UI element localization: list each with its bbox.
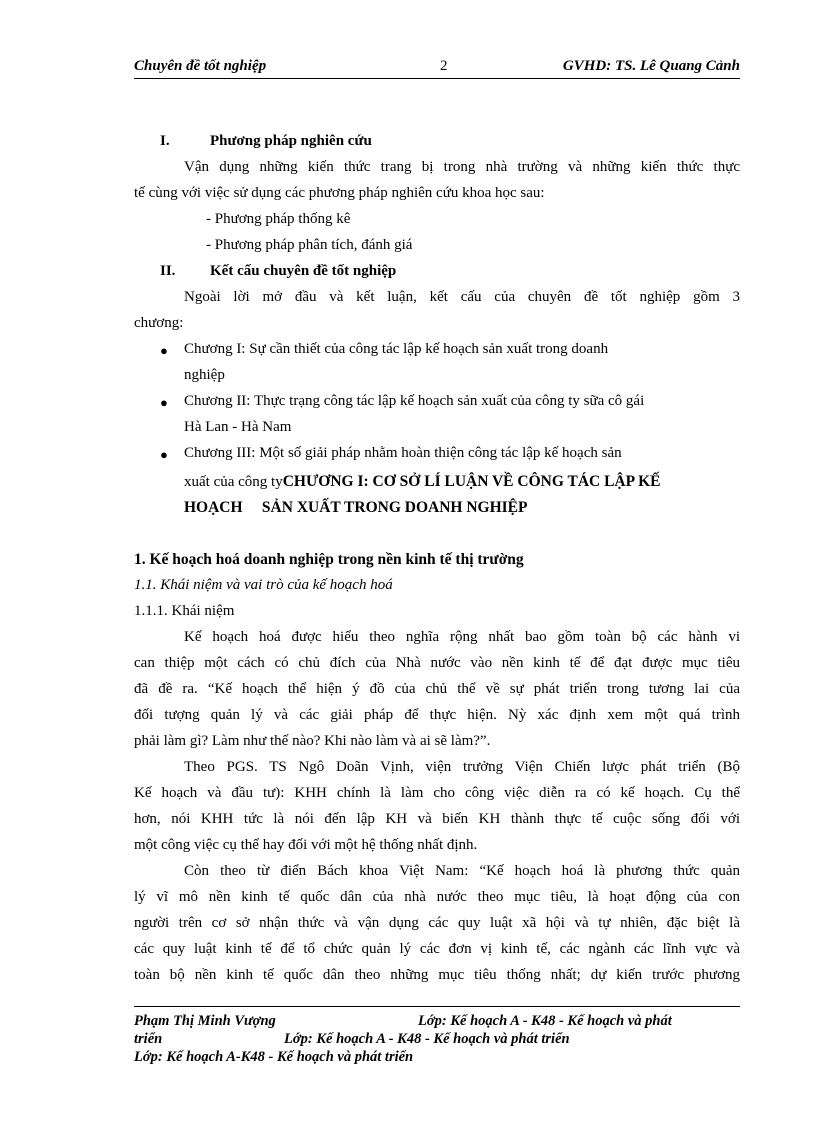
bullet-item-2-cont: Hà Lan - Hà Nam <box>184 419 292 435</box>
section-1-title: Phương pháp nghiên cứu <box>210 133 372 149</box>
header-doc-title: Chuyên đề tốt nghiệp <box>134 58 267 74</box>
footer-class-2: Lớp: Kế hoạch A - K48 - Kế hoạch và phát triển <box>284 1031 570 1047</box>
footer-line-3 <box>134 1049 740 1066</box>
footer-class-1: Lớp: Kế hoạch A - K48 - Kế hoạch và phát <box>418 1013 672 1029</box>
paragraph-line: người trên cơ sở nhận thức và vận dụng các quy luật xã hội và tự nhiên, đặc biệt là <box>134 915 740 931</box>
chapter-title-inline: CHƯƠNG I: CƠ SỞ LÍ LUẬN VỀ CÔNG TÁC LẬP KẾ <box>282 473 661 490</box>
footer-line-2 <box>134 1031 740 1048</box>
bullet-item-1-cont: nghiệp <box>184 367 225 383</box>
header-page-number: 2 <box>440 58 448 74</box>
section-1-number: I. <box>160 133 170 149</box>
paragraph-line: các quy luật kinh tế để tổ chức quản lý các đơn vị kinh tế, các ngành các lĩnh vực và <box>134 941 740 957</box>
chapter-title-cont: HOẠCH SẢN XUẤT TRONG DOANH NGHIỆP <box>184 499 528 516</box>
bullet-icon: ● <box>160 343 168 358</box>
header-advisor: GVHD: TS. Lê Quang Cảnh <box>562 58 740 74</box>
footer-class-3: Lớp: Kế hoạch A-K48 - Kế hoạch và phát triển <box>134 1049 414 1065</box>
paragraph-line: tế cùng với việc sử dụng các phương pháp nghiên cứu khoa học sau: <box>134 185 545 201</box>
bullet-icon: ● <box>160 447 168 462</box>
section-heading-2 <box>160 263 396 280</box>
dash-item-2: - Phương pháp phân tích, đánh giá <box>206 237 413 253</box>
paragraph-line: Vận dụng những kiến thức trang bị trong nhà trường và những kiến thức thực <box>184 159 740 175</box>
footer-class-1-cont: triển <box>134 1031 163 1047</box>
bullet-item-3-cont <box>184 473 740 491</box>
bullet-item-3: Chương III: Một số giải pháp nhằm hoàn thiện công tác lập kế hoạch sản <box>184 445 622 461</box>
paragraph-line: Kế hoạch hoá được hiểu theo nghĩa rộng nhất bao gồm toàn bộ các hành vi <box>184 629 740 645</box>
paragraph-line: lý vĩ mô nền kinh tế quốc dân của nhà nước theo mục tiêu, là hoạt động của con <box>134 889 740 905</box>
heading-1: 1. Kế hoạch hoá doanh nghiệp trong nền kinh tế thị trường <box>134 551 524 568</box>
paragraph-line: Theo PGS. TS Ngô Doãn Vịnh, viện trưởng Viện Chiến lược phát triển (Bộ <box>184 759 740 775</box>
header-rule <box>134 78 740 79</box>
bullet-item-1: Chương I: Sự cần thiết của công tác lập kế hoạch sản xuất trong doanh <box>184 341 609 357</box>
section-heading-1 <box>160 133 372 150</box>
paragraph-line: Kế hoạch và đầu tư): KHH chính là làm cho công việc diễn ra có kế hoạch. Cụ thể <box>134 785 740 801</box>
heading-1-1: 1.1. Khái niệm và vai trò của kế hoạch hoá <box>134 577 393 593</box>
page-header <box>134 58 740 78</box>
paragraph-line: Ngoài lời mở đầu và kết luận, kết cấu của chuyên đề tốt nghiệp gồm 3 <box>184 289 740 305</box>
section-2-number: II. <box>160 263 176 279</box>
paragraph-line: phải làm gì? Làm như thế nào? Khi nào làm và ai sẽ làm?”. <box>134 733 491 749</box>
paragraph-line: đã đề ra. “Kế hoạch thể hiện ý đồ của chủ thể về sự phát triển trong tương lai của <box>134 681 740 697</box>
heading-1-1-1: 1.1.1. Khái niệm <box>134 603 235 619</box>
paragraph-line: chương: <box>134 315 184 331</box>
footer-line-1 <box>134 1013 740 1030</box>
bullet-item-3-text: xuất của công ty <box>184 474 283 490</box>
section-2-title: Kết cấu chuyên đề tốt nghiệp <box>210 263 397 279</box>
paragraph-line: can thiệp một cách có chủ đích của Nhà nước vào nền kinh tế để đạt được mục tiêu <box>134 655 740 671</box>
paragraph-line: một công việc cụ thể hay đối với một hệ thống nhất định. <box>134 837 478 853</box>
paragraph-line: đối tượng quản lý và các giải pháp để thực hiện. Nỳ xác định xem một quá trình <box>134 707 740 723</box>
bullet-item-2: Chương II: Thực trạng công tác lập kế hoạch sản xuất của công ty sữa cô gái <box>184 393 645 409</box>
paragraph-line: toàn bộ nền kinh tế quốc dân theo những mục tiêu thống nhất; dự kiến trước phương <box>134 967 740 983</box>
paragraph-line: Còn theo từ điển Bách khoa Việt Nam: “Kế hoạch hoá là phương thức quản <box>184 863 740 879</box>
footer-author: Phạm Thị Minh Vượng <box>134 1013 276 1029</box>
footer-rule <box>134 1006 740 1007</box>
dash-item-1: - Phương pháp thống kê <box>206 211 351 227</box>
bullet-icon: ● <box>160 395 168 410</box>
paragraph-line: hơn, nói KHH tức là nói đến lập KH và biến KH thành thực tế cuộc sống đối với <box>134 811 740 827</box>
